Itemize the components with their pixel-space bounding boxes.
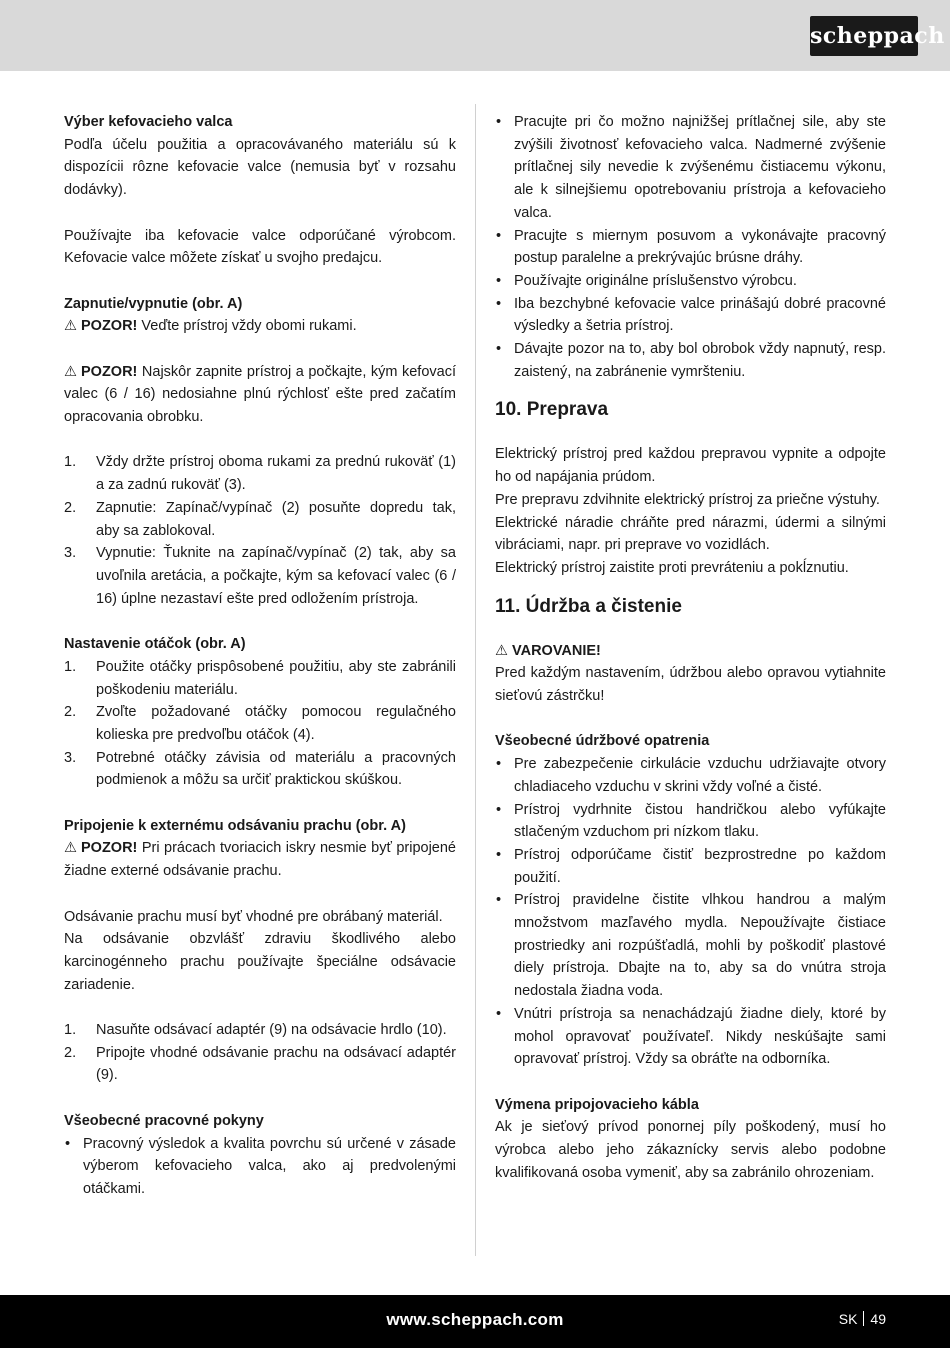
list-number: 3. bbox=[64, 545, 77, 562]
warning-label: VAROVANIE! bbox=[512, 642, 601, 659]
warning-triangle-icon: ⚠ bbox=[495, 642, 508, 659]
website-link[interactable]: www.scheppach.com bbox=[386, 1310, 564, 1329]
list-text: Dávajte pozor na to, aby bol obrobok vždy napnutý, resp. zaistený, na zabránenie vymršteniu. bbox=[514, 341, 886, 380]
language-code: SK bbox=[838, 1311, 858, 1327]
section-heading-transport: 10. Preprava bbox=[495, 399, 609, 421]
dust-steps bbox=[64, 1019, 456, 1087]
list-text: Použite otáčky prispôsobené použitiu, aby ste zabránili poškodeniu materiálu. bbox=[96, 658, 456, 698]
list-text: Zapnutie: Zapínač/vypínač (2) posuňte dopredu tak, aby sa zablokoval. bbox=[96, 499, 456, 539]
list-text: Zvoľte požadované otáčky pomocou regulačného kolieska pre predvoľbu otáčok (4). bbox=[96, 704, 456, 743]
list-item bbox=[64, 1042, 456, 1087]
list-number: 2. bbox=[64, 499, 77, 516]
list-number: 2. bbox=[64, 704, 77, 721]
paragraph-brush-use: Používajte iba kefovacie valce odporúčané výrobcom. Kefovacie valce môžete získať u svojho predajcu. bbox=[64, 227, 456, 267]
list-item bbox=[64, 1019, 456, 1042]
list-text: Vnútri prístroja sa nenachádzajú žiadne diely, ktoré by mohol opravovať používateľ. Nikdy neskúšajte sami opravovať prístroj. Vždy sa obráťte na odborníka. bbox=[514, 1005, 886, 1068]
paragraph-cable: Ak je sieťový prívod ponornej píly poškodený, musí ho výrobca alebo jeho zákaznícky servis alebo podobne kvalifikovaná osoba vymeniť, aby sa zabránilo ohrozeniam. bbox=[495, 1119, 886, 1181]
heading-dust-extraction: Pripojenie k externému odsávaniu prachu (obr. A) bbox=[64, 817, 406, 834]
warning-unplug-text: Pred každým nastavením, údržbou alebo opravou vytiahnite sieťovú zástrčku! bbox=[495, 665, 886, 705]
list-item bbox=[495, 889, 886, 1003]
speed-steps bbox=[64, 656, 456, 792]
list-text: Pracujte s miernym posuvom a vykonávajte pracovný postup paralelne a prekrývajúc brúsne dráhy. bbox=[514, 227, 886, 267]
list-item bbox=[64, 497, 456, 542]
bullet: • bbox=[496, 272, 502, 289]
page-footer bbox=[0, 1295, 950, 1348]
general-instructions-list bbox=[64, 1133, 456, 1201]
bullet: • bbox=[496, 114, 502, 130]
list-number: 3. bbox=[64, 749, 77, 766]
warning-label: POZOR! bbox=[81, 318, 138, 335]
list-text: Pracovný výsledok a kvalita povrchu sú určené v zásade výberom kefovacieho valca, ako aj predvolenými otáčkami. bbox=[83, 1135, 456, 1197]
list-item bbox=[495, 1003, 886, 1071]
warning-full-speed bbox=[64, 361, 456, 429]
paragraph-dust-special: Na odsávanie obzvlášť zdraviu škodlivého alebo karcinogénneho prachu používajte špeciálne odsávacie zariadenie. bbox=[64, 931, 456, 993]
bullet: • bbox=[65, 1135, 71, 1152]
warning-text: Najskôr zapnite prístroj a počkajte, kým kefovací valec (6 / 16) nedosiahne plnú rýchlosť ešte pred začatím opracovania obrobku. bbox=[64, 363, 456, 426]
paragraph-brush-purpose: Podľa účelu použitia a opracovávaného materiálu sú k dispozícii rôzne kefovacie valce (nemusia byť v rozsahu dodávky). bbox=[64, 136, 456, 199]
list-item bbox=[495, 111, 886, 225]
list-item bbox=[495, 293, 886, 338]
scheppach-logo: scheppach bbox=[810, 16, 918, 56]
list-number: 2. bbox=[64, 1044, 77, 1061]
heading-general-instructions: Všeobecné pracovné pokyny bbox=[64, 1112, 264, 1129]
list-item bbox=[64, 542, 456, 610]
list-text: Nasuňte odsávací adaptér (9) na odsávacie hrdlo (10). bbox=[96, 1022, 447, 1038]
list-item bbox=[495, 338, 886, 383]
list-text: Vypnutie: Ťuknite na zapínač/vypínač (2) tak, aby sa uvoľnila aretácia, a počkajte, kým sa kefovací valec (6 / 16) úplne nezastaví ešte pred odložením prístroja. bbox=[96, 545, 456, 607]
paragraph-dust-suitable: Odsávanie prachu musí byť vhodné pre obrábaný materiál. bbox=[64, 908, 443, 925]
list-item bbox=[64, 1133, 456, 1201]
bullet: • bbox=[496, 341, 502, 358]
list-text: Prístroj odporúčame čistiť bezprostredne po každom použití. bbox=[514, 846, 886, 886]
paragraph-transport-4: Elektrický prístroj zaistite proti prevráteniu a pokĺznutiu. bbox=[495, 559, 849, 576]
warning-triangle-icon: ⚠ bbox=[64, 318, 77, 335]
maintenance-list bbox=[495, 753, 886, 1071]
bullet: • bbox=[496, 295, 502, 312]
warning-text: Veďte prístroj vždy obomi rukami. bbox=[137, 318, 357, 335]
page-header bbox=[0, 0, 950, 71]
list-item bbox=[495, 799, 886, 844]
bullet: • bbox=[496, 227, 502, 244]
list-number: 1. bbox=[64, 658, 77, 675]
right-column bbox=[495, 111, 886, 1185]
heading-speed: Nastavenie otáčok (obr. A) bbox=[64, 636, 246, 653]
warning-two-hands bbox=[64, 315, 456, 338]
warning-sparks bbox=[64, 837, 456, 882]
page-number: 49 bbox=[870, 1311, 886, 1327]
list-item bbox=[64, 656, 456, 701]
list-text: Prístroj vydrhnite čistou handričkou alebo vyfúkajte stlačeným vzduchom pri nízkom tlaku. bbox=[514, 801, 886, 841]
warning-triangle-icon: ⚠ bbox=[64, 363, 77, 380]
bullet: • bbox=[496, 892, 502, 909]
warning-label: POZOR! bbox=[81, 363, 138, 380]
list-item bbox=[64, 701, 456, 746]
list-text: Prístroj pravidelne čistite vlhkou handrou a malým množstvom mazľavého mydla. Nepoužívajte čistiace prostriedky ani rozpúšťadlá, mohli by poškodiť plastové diely prístroja. Dbajte na to, aby sa do vnútra stroja nedostala žiadna voda. bbox=[514, 892, 886, 1000]
list-text: Používajte originálne príslušenstvo výrobcu. bbox=[514, 272, 797, 289]
bullet: • bbox=[496, 1005, 502, 1022]
list-text: Pripojte vhodné odsávanie prachu na odsávací adaptér (9). bbox=[96, 1044, 456, 1084]
heading-on-off: Zapnutie/vypnutie (obr. A) bbox=[64, 295, 243, 312]
list-text: Potrebné otáčky závisia od materiálu a pracovných podmienok a môžu sa určiť praktickou skúškou. bbox=[96, 749, 456, 789]
list-item bbox=[495, 270, 886, 293]
on-off-steps bbox=[64, 451, 456, 610]
section-heading-maintenance: 11. Údržba a čistenie bbox=[495, 595, 682, 617]
list-item bbox=[495, 844, 886, 889]
heading-brush-selection: Výber kefovacieho valca bbox=[64, 114, 233, 130]
list-item bbox=[64, 747, 456, 792]
paragraph-transport-2: Pre prepravu zdvihnite elektrický prístroj za priečne výstuhy. bbox=[495, 491, 880, 508]
bullet: • bbox=[496, 801, 502, 818]
bullet: • bbox=[496, 756, 502, 773]
bullet: • bbox=[496, 846, 502, 863]
warning-label: POZOR! bbox=[81, 840, 138, 857]
list-text: Pracujte pri čo možno najnižšej prítlačnej sile, aby ste zvýšili životnosť kefovacieho valca. Nadmerné zvýšenie prítlačnej sily nevedie k zvýšenému čistiacemu výkonu, ale k silnejšiemu opotrebovaniu prístroja a kefovacieho valca. bbox=[514, 114, 886, 221]
list-text: Vždy držte prístroj oboma rukami za prednú rukoväť (1) a za zadnú rukoväť (3). bbox=[96, 454, 456, 494]
list-item bbox=[495, 753, 886, 798]
separator bbox=[863, 1311, 864, 1326]
list-text: Iba bezchybné kefovacie valce prinášajú dobré pracovné výsledky a šetria prístroj. bbox=[514, 295, 886, 335]
warning-triangle-icon: ⚠ bbox=[64, 840, 77, 857]
left-column bbox=[64, 111, 456, 1201]
heading-general-maintenance: Všeobecné údržbové opatrenia bbox=[495, 733, 710, 750]
list-item bbox=[495, 225, 886, 270]
list-text: Pre zabezpečenie cirkulácie vzduchu udržiavajte otvory chladiaceho vzduchu v skrini vždy voľné a čisté. bbox=[514, 756, 886, 795]
paragraph-transport-1: Elektrický prístroj pred každou prepravou vypnite a odpojte ho od napájania prúdom. bbox=[495, 446, 886, 486]
column-divider bbox=[475, 104, 476, 1256]
list-item bbox=[64, 451, 456, 496]
warning-text: Pri prácach tvoriacich iskry nesmie byť pripojené žiadne externé odsávanie prachu. bbox=[64, 840, 456, 880]
paragraph-transport-3: Elektrické náradie chráňte pred nárazmi, údermi a silnými vibráciami, napr. pri preprave vo vozidlách. bbox=[495, 514, 886, 554]
list-number: 1. bbox=[64, 454, 77, 471]
page-number-area bbox=[839, 1311, 886, 1327]
list-number: 1. bbox=[64, 1022, 77, 1038]
warning-heading bbox=[495, 640, 886, 663]
working-tips-list bbox=[495, 111, 886, 383]
heading-cable-replacement: Výmena pripojovacieho kábla bbox=[495, 1096, 699, 1113]
